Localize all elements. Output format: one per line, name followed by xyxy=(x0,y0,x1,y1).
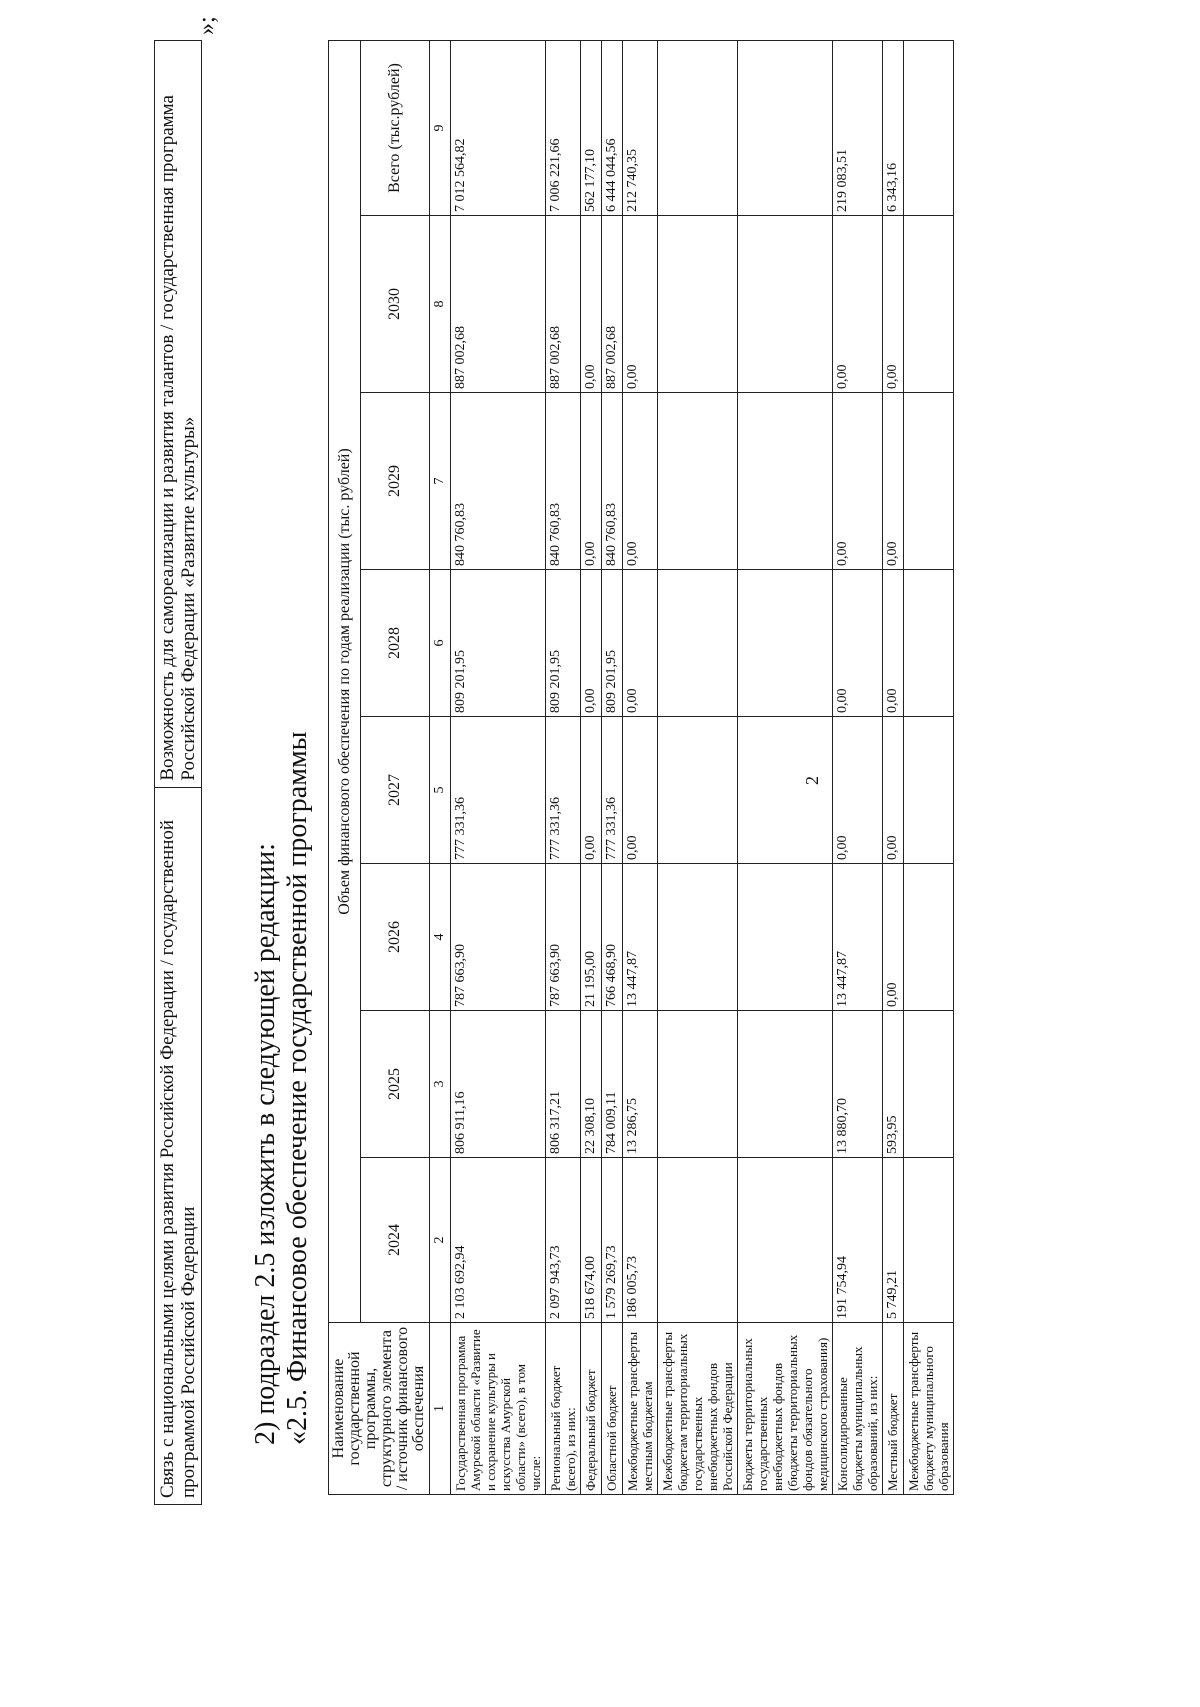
row-label: Местный бюджет xyxy=(883,1323,904,1495)
value-cell xyxy=(738,1158,833,1323)
value-cell: 593,95 xyxy=(883,1011,904,1158)
table-row xyxy=(833,41,883,1495)
value-cell xyxy=(904,41,954,216)
value-cell xyxy=(658,1011,738,1158)
value-cell: 219 083,51 xyxy=(833,41,883,216)
table-row xyxy=(738,41,833,1495)
table-row xyxy=(623,41,658,1495)
value-cell: 0,00 xyxy=(623,717,658,864)
value-cell: 787 663,90 xyxy=(546,864,581,1011)
value-cell xyxy=(658,1158,738,1323)
table-row xyxy=(602,41,623,1495)
row-label: Межбюджетные трансферты местным бюджетам xyxy=(623,1323,658,1495)
financing-table-body xyxy=(451,41,954,1495)
national-goals-table xyxy=(154,40,202,1505)
value-cell xyxy=(904,864,954,1011)
value-cell: 5 749,21 xyxy=(883,1158,904,1323)
row-label: Межбюджетные трансферты бюджетам территориальных государственных внебюджетных фондов Российской Федерации xyxy=(658,1323,738,1495)
value-cell: 2 097 943,73 xyxy=(546,1158,581,1323)
value-cell xyxy=(904,570,954,717)
value-cell xyxy=(738,1011,833,1158)
column-number: 4 xyxy=(430,864,451,1011)
table-row xyxy=(581,41,602,1495)
value-cell: 13 286,75 xyxy=(623,1011,658,1158)
row-label: Бюджеты территориальных государственных внебюджетных фондов (бюджеты территориальных фондов обязательного медицинского страхования) xyxy=(738,1323,833,1495)
value-cell xyxy=(738,216,833,393)
value-cell: 0,00 xyxy=(833,393,883,570)
value-cell: 784 009,11 xyxy=(602,1011,623,1158)
page-number: 2 xyxy=(802,776,822,785)
row-label: Консолидированные бюджеты муниципальных образований, из них: xyxy=(833,1323,883,1495)
value-cell: 6 343,16 xyxy=(883,41,904,216)
column-number: 8 xyxy=(430,216,451,393)
year-2024-header: 2024 xyxy=(361,1158,430,1323)
value-cell: 212 740,35 xyxy=(623,41,658,216)
row-label: Государственная программа Амурской области «Развитие и сохранение культуры и искусства Амурской области» (всего), в том числе: xyxy=(451,1323,546,1495)
value-cell: 887 002,68 xyxy=(451,216,546,393)
table-row xyxy=(546,41,581,1495)
value-cell: 840 760,83 xyxy=(451,393,546,570)
section-heading: «2.5. Финансовое обеспечение государственной программы xyxy=(282,731,313,1445)
value-cell: 191 754,94 xyxy=(833,1158,883,1323)
total-column-header: Всего (тыс.рублей) xyxy=(361,41,430,216)
value-cell: 0,00 xyxy=(883,216,904,393)
value-cell: 766 468,90 xyxy=(602,864,623,1011)
value-cell: 13 880,70 xyxy=(833,1011,883,1158)
value-cell: 0,00 xyxy=(623,393,658,570)
table-row xyxy=(658,41,738,1495)
value-cell: 186 005,73 xyxy=(623,1158,658,1323)
value-cell: 0,00 xyxy=(581,393,602,570)
year-2027-header: 2027 xyxy=(361,717,430,864)
financing-header-row xyxy=(329,41,361,1495)
value-cell: 887 002,68 xyxy=(546,216,581,393)
value-cell xyxy=(738,717,833,864)
value-cell: 0,00 xyxy=(883,570,904,717)
column-numbers-row xyxy=(430,41,451,1495)
closing-quote: »; xyxy=(194,16,220,35)
table-row xyxy=(904,41,954,1495)
value-cell xyxy=(658,864,738,1011)
financing-table xyxy=(328,40,954,1495)
national-goals-left-cell: Связь с национальными целями развития Российской Федерации / государственной программой Российской Федерации xyxy=(155,787,202,1504)
row-label: Региональный бюджет (всего), из них: xyxy=(546,1323,581,1495)
value-cell: 22 308,10 xyxy=(581,1011,602,1158)
column-number: 7 xyxy=(430,393,451,570)
value-cell xyxy=(738,393,833,570)
column-number: 2 xyxy=(430,1158,451,1323)
value-cell: 777 331,36 xyxy=(602,717,623,864)
value-cell: 777 331,36 xyxy=(546,717,581,864)
value-cell xyxy=(904,393,954,570)
amendment-instruction: 2) подраздел 2.5 изложить в следующей редакции: xyxy=(250,843,281,1445)
table-row xyxy=(883,41,904,1495)
year-2029-header: 2029 xyxy=(361,393,430,570)
value-cell: 0,00 xyxy=(883,393,904,570)
value-cell: 2 103 692,94 xyxy=(451,1158,546,1323)
value-cell: 0,00 xyxy=(833,216,883,393)
column-number: 6 xyxy=(430,570,451,717)
value-cell xyxy=(904,1158,954,1323)
value-cell: 887 002,68 xyxy=(602,216,623,393)
year-2026-header: 2026 xyxy=(361,864,430,1011)
value-cell xyxy=(904,717,954,864)
value-cell xyxy=(658,216,738,393)
value-cell: 13 447,87 xyxy=(623,864,658,1011)
value-cell xyxy=(658,717,738,864)
value-cell xyxy=(738,41,833,216)
row-label: Областной бюджет xyxy=(602,1323,623,1495)
value-cell: 562 177,10 xyxy=(581,41,602,216)
value-cell xyxy=(658,41,738,216)
value-cell: 7 006 221,66 xyxy=(546,41,581,216)
value-cell: 777 331,36 xyxy=(451,717,546,864)
value-cell: 0,00 xyxy=(833,570,883,717)
value-cell: 0,00 xyxy=(883,717,904,864)
value-cell xyxy=(904,1011,954,1158)
value-cell xyxy=(658,570,738,717)
value-cell: 0,00 xyxy=(581,216,602,393)
year-2030-header: 2030 xyxy=(361,216,430,393)
national-goals-row xyxy=(155,41,202,1505)
value-cell: 6 444 044,56 xyxy=(602,41,623,216)
year-2025-header: 2025 xyxy=(361,1011,430,1158)
value-cell: 21 195,00 xyxy=(581,864,602,1011)
column-number: 3 xyxy=(430,1011,451,1158)
value-cell xyxy=(658,393,738,570)
value-cell: 806 911,16 xyxy=(451,1011,546,1158)
value-cell: 809 201,95 xyxy=(451,570,546,717)
value-cell: 0,00 xyxy=(581,717,602,864)
value-cell: 787 663,90 xyxy=(451,864,546,1011)
value-cell: 809 201,95 xyxy=(602,570,623,717)
volume-header xyxy=(329,41,361,1323)
value-cell: 13 447,87 xyxy=(833,864,883,1011)
value-cell: 0,00 xyxy=(833,717,883,864)
name-column-header: Наименование государственной программы, структурного элемента / источник финансового обеспечения xyxy=(329,1323,430,1495)
value-cell: 0,00 xyxy=(623,216,658,393)
volume-header-text: Объем финансового обеспечения по годам реализации (тыс. рублей) xyxy=(335,448,353,915)
rotated-landscape-page xyxy=(150,0,1160,1545)
value-cell: 7 012 564,82 xyxy=(451,41,546,216)
row-label: Межбюджетные трансферты бюджету муниципального образования xyxy=(904,1323,954,1495)
value-cell: 518 674,00 xyxy=(581,1158,602,1323)
value-cell xyxy=(738,864,833,1011)
column-number: 5 xyxy=(430,717,451,864)
value-cell xyxy=(738,570,833,717)
column-number: 9 xyxy=(430,41,451,216)
table-row xyxy=(451,41,546,1495)
value-cell: 0,00 xyxy=(623,570,658,717)
value-cell: 0,00 xyxy=(883,864,904,1011)
value-cell: 809 201,95 xyxy=(546,570,581,717)
value-cell: 840 760,83 xyxy=(546,393,581,570)
row-label: Федеральный бюджет xyxy=(581,1323,602,1495)
value-cell: 1 579 269,73 xyxy=(602,1158,623,1323)
national-goals-right-cell: Возможность для самореализации и развития талантов / государственная программа Российской Федерации «Развитие культуры» xyxy=(155,41,202,788)
value-cell: 0,00 xyxy=(581,570,602,717)
year-2028-header: 2028 xyxy=(361,570,430,717)
value-cell: 840 760,83 xyxy=(602,393,623,570)
years-header-row xyxy=(361,41,430,1495)
value-cell: 806 317,21 xyxy=(546,1011,581,1158)
column-number: 1 xyxy=(430,1323,451,1495)
value-cell xyxy=(904,216,954,393)
